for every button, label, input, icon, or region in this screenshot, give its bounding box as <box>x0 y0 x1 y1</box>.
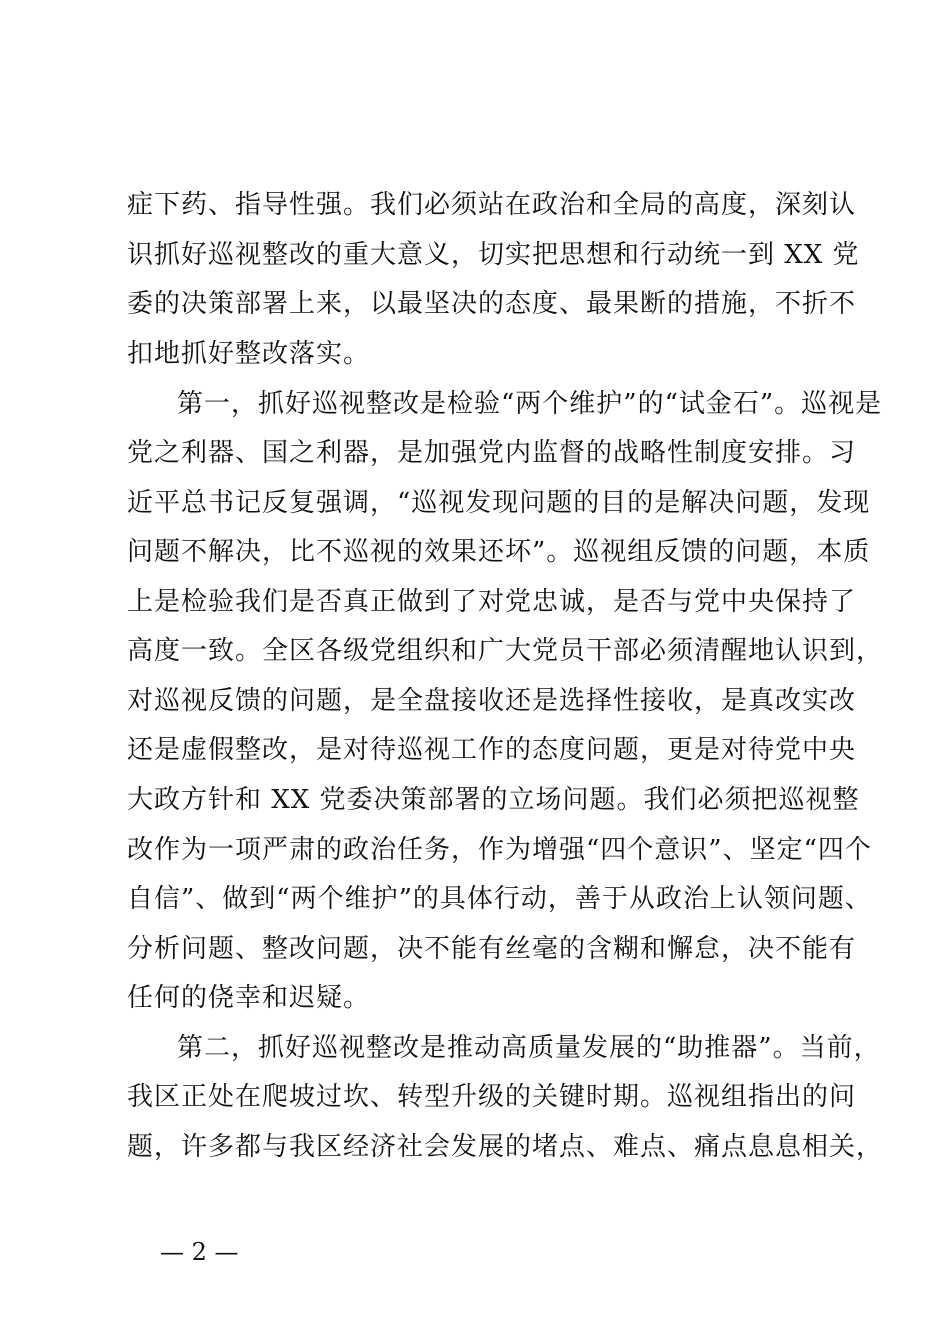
text-line: 问题不解决，比不巡视的效果还坏”。巡视组反馈的问题，本质 <box>127 537 871 567</box>
text-line: 扣地抓好整改落实。 <box>127 339 371 369</box>
text-line: 还是虚假整改，是对待巡视工作的态度问题，更是对待党中央 <box>127 735 857 765</box>
text-line: 任何的侥幸和迟疑。 <box>127 983 371 1013</box>
text-line: 我区正处在爬坡过坎、转型升级的关键时期。巡视组指出的问 <box>127 1082 857 1112</box>
text-line: 症下药、指导性强。我们必须站在政治和全局的高度，深刻认 <box>127 190 857 220</box>
text-line: 分析问题、整改问题，决不能有丝毫的含糊和懈怠，决不能有 <box>127 934 857 964</box>
text-line: 党之利器、国之利器，是加强党内监督的战略性制度安排。习 <box>127 438 857 468</box>
paragraph-first-line: 第二，抓好巡视整改是推动高质量发展的“助推器”。当前， <box>177 1033 881 1063</box>
text-line: 对巡视反馈的问题，是全盘接收还是选择性接收，是真改实改 <box>127 686 857 716</box>
paragraph-first-line: 第一，抓好巡视整改是检验“两个维护”的“试金石”。巡视是 <box>177 389 883 419</box>
text-line: 大政方针和 XX 党委决策部署的立场问题。我们必须把巡视整 <box>127 785 860 815</box>
text-line: 改作为一项严肃的政治任务，作为增强“四个意识”、坚定“四个 <box>127 835 872 865</box>
text-line: 识抓好巡视整改的重大意义，切实把思想和行动统一到 XX 党 <box>127 240 860 270</box>
text-line: 题，许多都与我区经济社会发展的堵点、难点、痛点息息相关， <box>127 1132 884 1162</box>
text-line: 高度一致。全区各级党组织和广大党员干部必须清醒地认识到， <box>127 636 884 666</box>
page-number: — 2 — <box>160 1238 239 1266</box>
text-line: 近平总书记反复强调，“巡视发现问题的目的是解决问题，发现 <box>127 488 871 518</box>
text-line: 委的决策部署上来，以最坚决的态度、最果断的措施，不折不 <box>127 289 857 319</box>
text-line: 自信”、做到“两个维护”的具体行动，善于从政治上认领问题、 <box>127 884 872 914</box>
text-line: 上是检验我们是否真正做到了对党忠诚，是否与党中央保持了 <box>127 587 857 617</box>
